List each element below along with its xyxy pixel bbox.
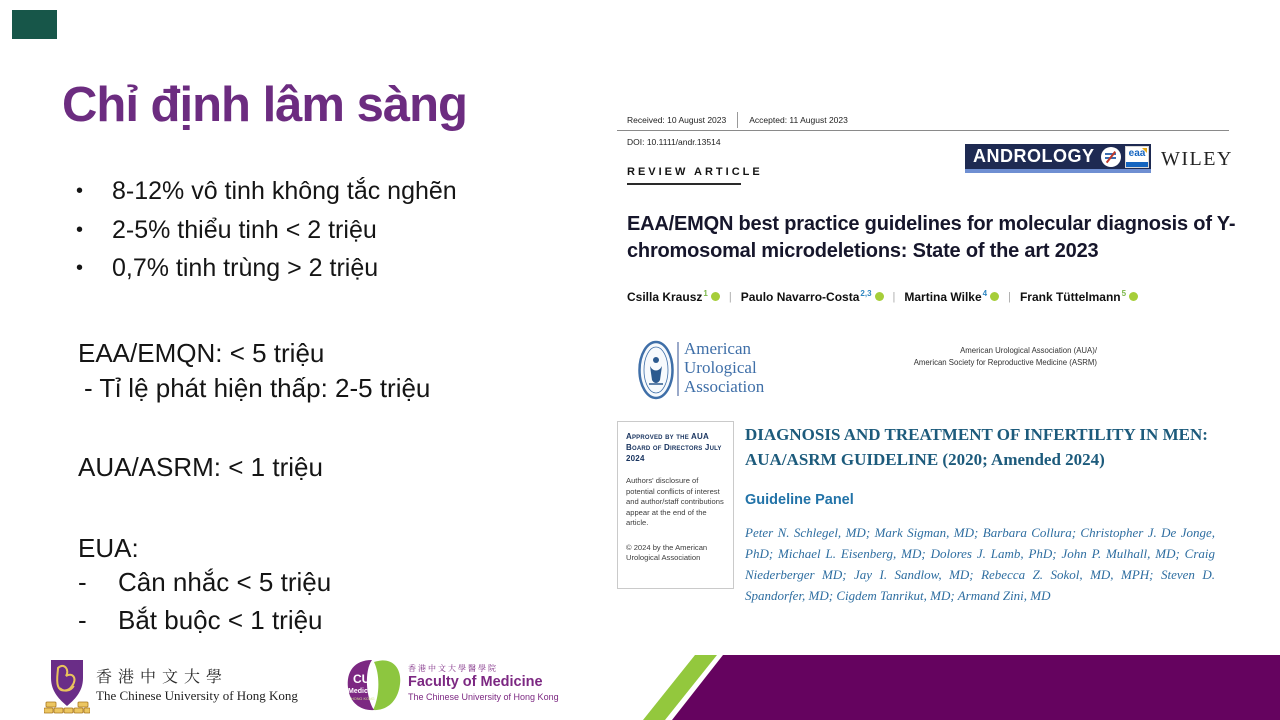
author-name: Martina Wilke xyxy=(904,290,982,304)
association-credit-line: American Urological Association (AUA)/ xyxy=(960,346,1097,355)
cuhk-crest-icon xyxy=(44,658,90,714)
eaa-detection-rate-line: - Tỉ lệ phát hiện thấp: 2-5 triệu xyxy=(84,373,431,403)
accepted-date: Accepted: 11 August 2023 xyxy=(749,115,848,125)
aua-logo-line: Association xyxy=(684,377,765,396)
aua-logo-line: Urological xyxy=(684,358,757,377)
bullet-item xyxy=(76,211,457,250)
aua-seal-icon xyxy=(638,340,674,400)
eua-item xyxy=(78,605,323,636)
author-name: Frank Tüttelmann xyxy=(1019,290,1121,304)
bullet-text: 8-12% vô tinh không tắc nghẽn xyxy=(112,177,457,205)
bullet-item xyxy=(76,172,457,211)
cumed-english-name: The Chinese University of Hong Kong xyxy=(408,692,559,702)
eua-heading-line: EUA: xyxy=(78,533,139,563)
aua-threshold-line: AUA/ASRM: < 1 triệu xyxy=(78,452,323,482)
dash-marker: - xyxy=(78,605,87,635)
author xyxy=(741,289,884,304)
author-separator: | xyxy=(1008,290,1011,303)
author xyxy=(1020,289,1138,304)
bullet-marker: • xyxy=(76,180,84,202)
cuhk-english-name: The Chinese University of Hong Kong xyxy=(96,688,298,703)
divider xyxy=(617,130,1229,131)
cumedicine-leaf-icon xyxy=(344,658,402,712)
author-name: Paulo Navarro-Costa xyxy=(740,290,860,304)
author-affiliation-superscript: 2,3 xyxy=(860,289,872,298)
author xyxy=(627,289,720,304)
eua-item-text: Bắt buộc < 1 triệu xyxy=(118,605,323,635)
bullet-text: 0,7% tinh trùng > 2 triệu xyxy=(112,254,379,282)
eua-item xyxy=(78,567,331,598)
doi-label: DOI: 10.1111/andr.13514 xyxy=(627,137,721,147)
orcid-icon xyxy=(990,292,999,301)
guideline-panel-label: Guideline Panel xyxy=(745,492,854,508)
received-date: Received: 10 August 2023 xyxy=(627,115,727,125)
disclosure-note: Authors' disclosure of potential conflicts of interest and author/staff contributions appear at the end of the article. xyxy=(626,476,724,527)
association-credit-line: American Society for Reproductive Medicine (ASRM) xyxy=(913,358,1097,367)
guideline-title: DIAGNOSIS AND TREATMENT OF INFERTILITY IN MEN: AUA/ASRM GUIDELINE (2020; Amended 2024) xyxy=(745,425,1208,469)
cumed-cu-text: CU xyxy=(353,672,371,686)
eaa-threshold-line: EAA/EMQN: < 5 triệu xyxy=(78,338,325,368)
eaa-academy-logo-icon xyxy=(1125,146,1149,168)
dash-marker: - xyxy=(78,567,87,597)
page-title: Chỉ định lâm sàng xyxy=(62,78,467,132)
bullet-item xyxy=(76,249,457,288)
asa-society-logo-icon xyxy=(1101,147,1121,167)
journal-name: ANDROLOGY xyxy=(973,146,1095,166)
aua-logo-divider xyxy=(677,342,679,396)
copyright-note: © 2024 by the American Urological Association xyxy=(626,542,708,562)
orcid-icon xyxy=(1129,292,1138,301)
andrology-journal-banner xyxy=(965,144,1151,173)
divider xyxy=(737,112,738,128)
cumed-faculty-name: Faculty of Medicine xyxy=(408,674,543,690)
bullet-marker: • xyxy=(76,257,84,279)
guideline-sidebar xyxy=(617,421,734,589)
authors-row xyxy=(627,289,1138,304)
bullet-list xyxy=(76,172,457,288)
cuhk-cjk-name: 香港中文大學 xyxy=(96,669,229,686)
author-affiliation-superscript: 5 xyxy=(1121,289,1127,298)
corner-accent-shape xyxy=(12,10,57,39)
bullet-marker: • xyxy=(76,218,84,241)
article-type-label: REVIEW ARTICLE xyxy=(627,166,763,178)
eaa-logo-text: eaa xyxy=(1128,147,1146,159)
author-name: Csilla Krausz xyxy=(627,290,703,304)
received-accepted-row xyxy=(627,112,848,128)
article-title: EAA/EMQN best practice guidelines for molecular diagnosis of Y-chromosomal microdeletions: State of the art 2023 xyxy=(627,213,1236,262)
association-credit-lines xyxy=(847,345,1097,369)
article-type-underline xyxy=(627,183,741,185)
author-affiliation-superscript: 4 xyxy=(982,289,988,298)
purple-band-shape xyxy=(672,655,1280,720)
wiley-logo: WILEY xyxy=(1161,148,1233,170)
cumed-cjk-name: 香港中文大學醫學院 xyxy=(408,664,498,673)
orcid-icon xyxy=(875,292,884,301)
bullet-text: 2-5% thiểu tinh < 2 triệu xyxy=(112,215,377,244)
guideline-panel-members: Peter N. Schlegel, MD; Mark Sigman, MD; Barbara Collura; Christopher J. De Jonge, PhD; Michael L. Eisenberg, MD; Dolores J. Lamb, PhD; John P. Mulhall, MD; Craig Niederberger MD; Jay I. Sandlow, MD; Rebecca Z. Sokol, MD, MPH; Steven D. Spandorfer, MD; Cigdem Tanrikut, MD; Armand Zini, MD xyxy=(745,525,1215,603)
author-separator: | xyxy=(728,290,732,303)
eua-item-text: Cân nhắc < 5 triệu xyxy=(118,567,332,597)
author-affiliation-superscript: 1 xyxy=(703,289,708,298)
orcid-icon xyxy=(711,292,720,301)
author-separator: | xyxy=(892,290,896,303)
cumed-place-text: HONG KONG xyxy=(351,697,375,701)
aua-logo-wordmark xyxy=(684,339,764,396)
aua-logo-line: American xyxy=(684,339,752,358)
approved-note: Approved by the AUA Board of Directors July 2024 xyxy=(626,432,722,463)
author xyxy=(904,289,999,304)
eaa-logo-bar xyxy=(1126,162,1148,167)
cumed-medicine-text: Medicine xyxy=(348,688,378,695)
